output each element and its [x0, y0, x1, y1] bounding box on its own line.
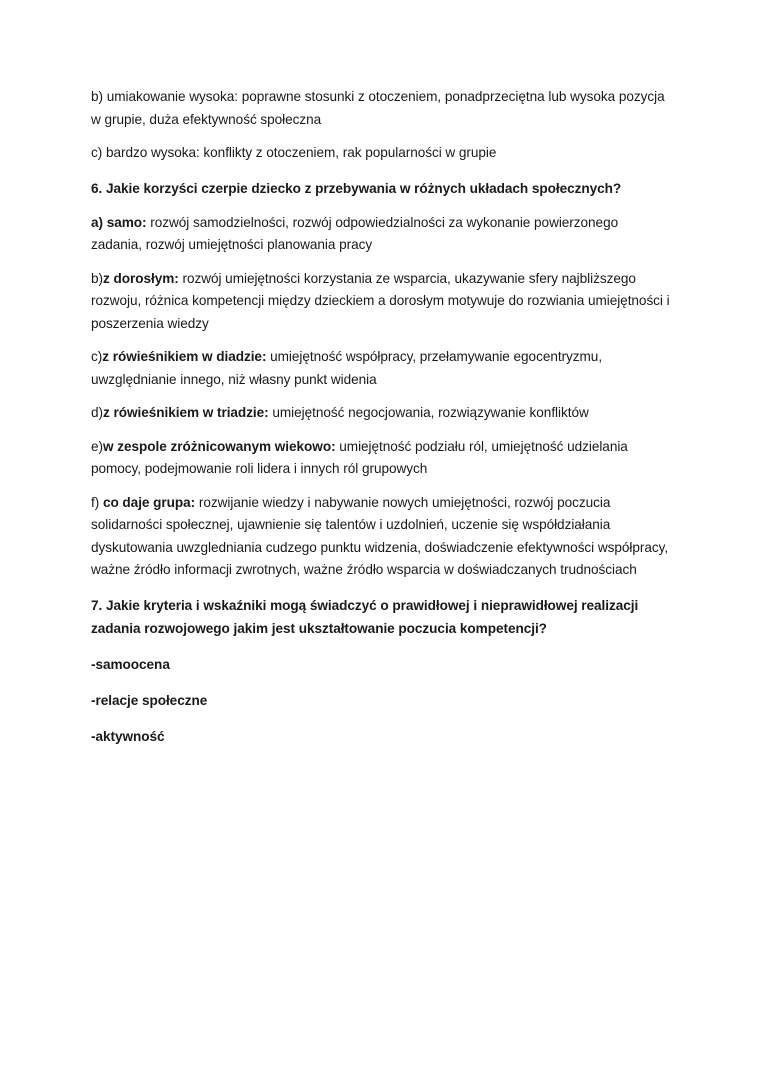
- document-page: [91, 86, 671, 760]
- q6-item-label: w zespole zróżnicowanym wiekowo:: [103, 438, 336, 454]
- q6-item-text: umiejętność współpracy, przełamywanie egocentryzmu, uwzględnianie innego, niż własny punkt widenia: [91, 349, 603, 387]
- q6-item-label: z rówieśnikiem w triadzie:: [103, 405, 269, 421]
- q6-item-text: umiejętność podziału ról, umiejętność udzielania pomocy, podejmowanie roli lidera i innych ról grupowych: [91, 438, 628, 477]
- q6-item-text: rozwój samodzielności, rozwój odpowiedzialności za wykonanie powierzonego zadania, rozwój umiejętności planowania pracy: [91, 214, 619, 253]
- q7-answer-samoocena: -samoocena: [91, 656, 170, 672]
- q6-item-prefix: f): [91, 494, 103, 510]
- answer-c-paragraph: c) bardzo wysoka: konflikty z otoczeniem, rak popularności w grupie: [91, 145, 497, 160]
- q6-item-b: [91, 268, 671, 336]
- q6-item-e: [91, 436, 671, 481]
- q6-item-prefix: e): [91, 438, 103, 454]
- question-6-heading: 6. Jakie korzyści czerpie dziecko z przebywania w różnych układach społecznych?: [91, 181, 622, 197]
- q6-item-d: [91, 402, 671, 425]
- q6-item-prefix: c): [91, 349, 103, 365]
- q6-item-a: [91, 212, 671, 257]
- question-7-heading: 7. Jakie kryteria i wskaźniki mogą świadczyć o prawidłowej i nieprawidłowej realizacji zadania rozwojowego jakim jest ukształtowanie poczucia kompetencji?: [91, 598, 639, 636]
- answer-b-paragraph: b) umiakowanie wysoka: poprawne stosunki z otoczeniem, ponadprzeciętna lub wysoka pozycja w grupie, duża efektywność społeczna: [91, 89, 665, 127]
- q6-item-label: z rówieśnikiem w diadzie:: [102, 349, 267, 365]
- q6-item-label: z dorosłym:: [103, 270, 179, 286]
- q6-item-f: [91, 492, 671, 582]
- q6-item-text: umiejętność negocjowania, rozwiązywanie konfliktów: [268, 405, 589, 421]
- q6-item-prefix: d): [91, 405, 103, 421]
- q6-item-label: a) samo:: [91, 214, 147, 230]
- q6-item-c: [91, 346, 671, 391]
- q6-item-text: rozwój umiejętności korzystania ze wsparcia, ukazywanie sfery najbliższego rozwoju, różnica kompetencji między dzieckiem a dorosłym motywuje do rozwiania umiejętności i poszerzenia wiedzy: [91, 270, 670, 331]
- q6-item-text: rozwijanie wiedzy i nabywanie nowych umiejętności, rozwój poczucia solidarności społecznej, ujawnienie się talentów i uzdolnień, uczenie się współdziałania dyskutowania uwzgledniania cudzego punktu widzenia, doświadczenie efektywności współpracy, ważne źródło informacji zwrotnych, ważne źródło wsparcia w doświadczanych trudnościach: [91, 494, 669, 578]
- q6-item-label: co daje grupa:: [102, 494, 196, 510]
- q7-answer-aktywnosc: -aktywność: [91, 728, 165, 744]
- q7-answer-relacje: -relacje społeczne: [91, 692, 208, 708]
- q6-item-prefix: b): [91, 270, 103, 286]
